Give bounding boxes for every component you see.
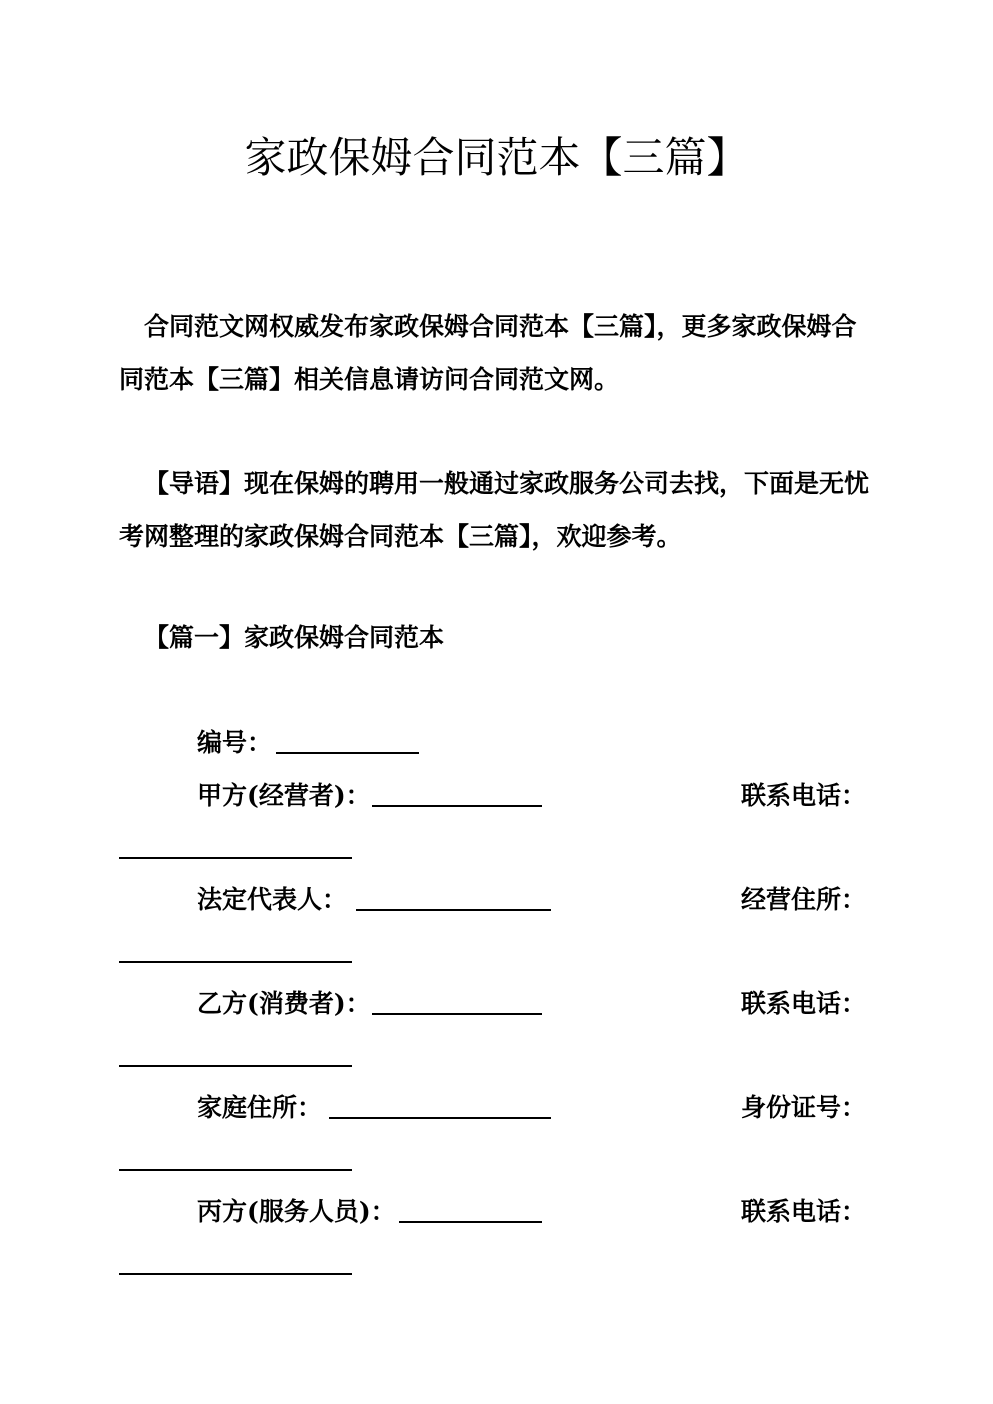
legal-rep-blank <box>356 909 551 911</box>
party-c-phone-blank <box>119 1273 352 1275</box>
party-b-phone-blank <box>119 1065 352 1067</box>
number-blank <box>276 752 419 754</box>
legal-rep-label: 法定代表人： <box>197 885 348 914</box>
party-a-blank <box>372 805 542 807</box>
party-a-label: 甲方(经营者)： <box>197 781 371 810</box>
party-b-label: 乙方(消费者)： <box>197 989 371 1018</box>
document-title: 家政保姆合同范本【三篇】 <box>244 133 749 182</box>
intro-paragraph: 合同范文网权威发布家政保姆合同范本【三篇】，更多家政保姆合同范本【三篇】相关信息请访问合同范文网。 <box>119 312 857 394</box>
party-b-blank <box>372 1013 542 1015</box>
id-number-label: 身份证号： <box>741 1093 867 1122</box>
guide-paragraph: 【导语】现在保姆的聘用一般通过家政服务公司去找，下面是无忧考网整理的家政保姆合同范本【三篇】，欢迎参考。 <box>119 469 870 551</box>
number-label: 编号： <box>197 728 273 757</box>
party-c-blank <box>399 1221 542 1223</box>
party-a-phone-label: 联系电话： <box>741 781 867 810</box>
business-address-blank <box>119 961 352 963</box>
home-address-blank <box>329 1117 551 1119</box>
section-heading: 【篇一】家政保姆合同范本 <box>144 623 445 652</box>
home-address-label: 家庭住所： <box>197 1093 323 1122</box>
party-c-label: 丙方(服务人员)： <box>197 1197 396 1226</box>
id-number-blank <box>119 1169 352 1171</box>
party-b-phone-label: 联系电话： <box>741 989 867 1018</box>
business-address-label: 经营住所： <box>741 885 867 914</box>
party-c-phone-label: 联系电话： <box>741 1197 867 1226</box>
party-a-phone-blank <box>119 857 352 859</box>
